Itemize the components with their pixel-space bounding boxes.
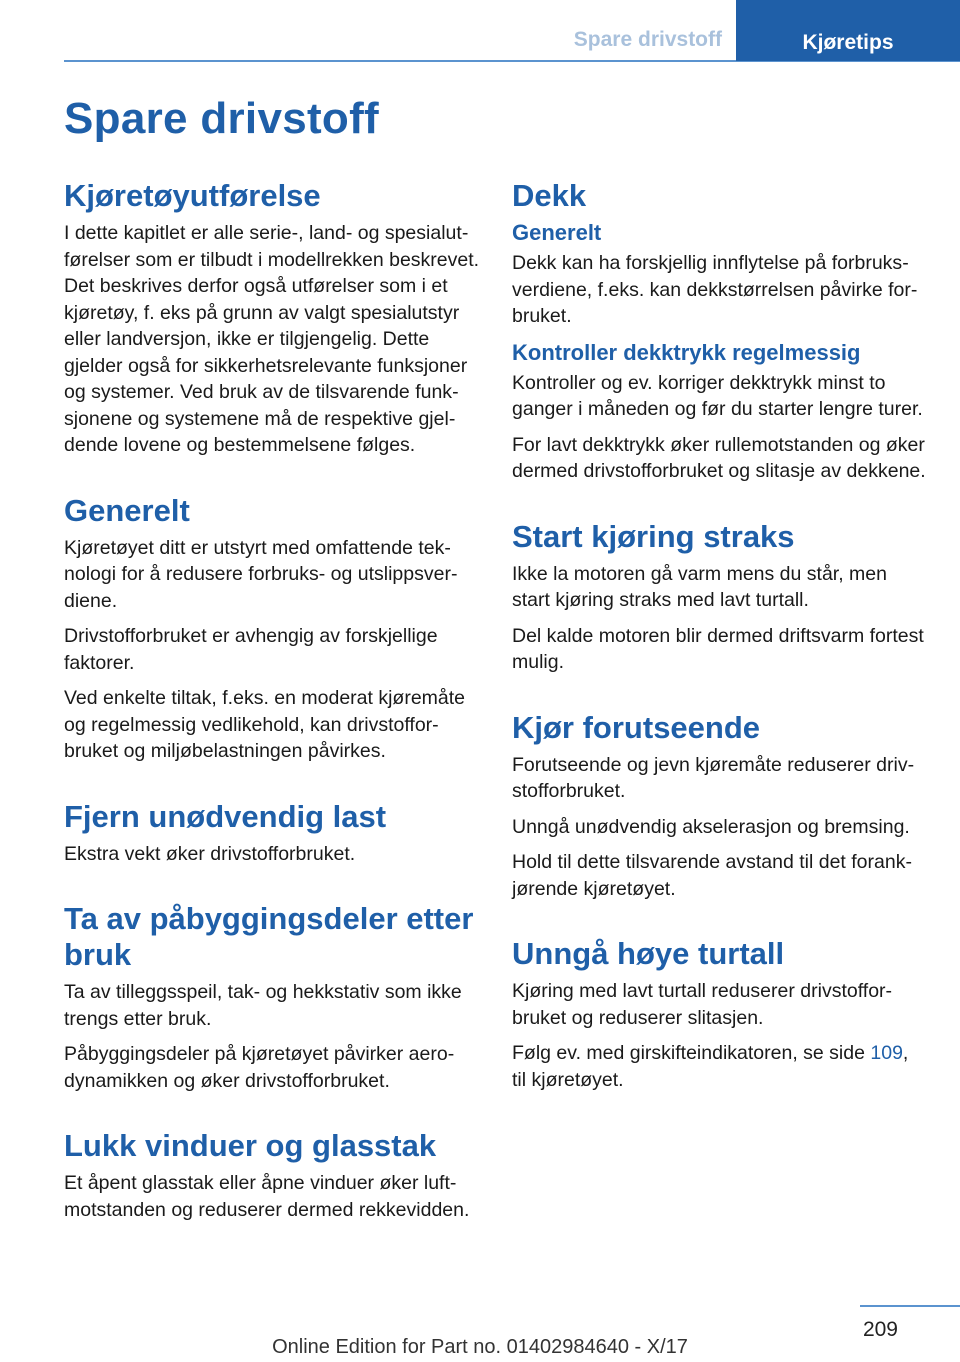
paragraph: Kjøretøyet ditt er utstyrt med omfattende teknologi for å redusere forbruks- og utslippsverdiene. xyxy=(64,536,458,612)
paragraph-text: Følg ev. med girskifteindikatoren, se side xyxy=(512,1042,871,1064)
left-column xyxy=(64,178,480,1257)
subsection-tire-pressure xyxy=(512,340,926,485)
paragraph: Ikke la motoren gå varm mens du står, men start kjøring straks med lavt turtall. xyxy=(512,562,887,611)
section-heading: Kjøretøyutførelse xyxy=(64,178,321,213)
header-chapter-tab[interactable]: Kjøretips xyxy=(736,0,960,61)
paragraph: Dekk kan ha forskjellig innflytelse på forbruksverdiene, f.eks. kan dekkstørrelsen påvirke forbruket. xyxy=(512,252,918,327)
section-tires xyxy=(512,178,926,485)
paragraph: Ekstra vekt øker drivstofforbruket. xyxy=(64,842,356,865)
paragraph-text: , til kjøretøyet. xyxy=(512,1042,909,1091)
paragraph: Kontroller og ev. korriger dekktrykk minst to ganger i måneden og før du starter lengre turer. xyxy=(512,371,923,420)
paragraph: Ved enkelte tiltak, f.eks. en moderat kjøremåte og regelmessig vedlikehold, kan drivstofforbruket og miljøbelastningen påvirkes. xyxy=(64,687,466,762)
section-general xyxy=(64,493,480,765)
section-heading: Start kjøring straks xyxy=(512,518,795,554)
paragraph: Del kalde motoren blir dermed driftsvarm fortest mulig. xyxy=(512,624,924,673)
paragraph: For lavt dekktrykk øker rullemotstanden og øker dermed drivstofforbruket og slitasje av dekkene. xyxy=(512,433,926,482)
section-heading: Lukk vinduer og glasstak xyxy=(64,1128,437,1163)
section-remove-load xyxy=(64,799,480,868)
paragraph-with-link xyxy=(512,1040,926,1093)
paragraph: Unngå unødvendig akselerasjon og bremsing. xyxy=(512,815,910,838)
paragraph: Drivstofforbruket er avhengig av forskjellige faktorer. xyxy=(64,625,438,674)
section-heading: Fjern unødvendig last xyxy=(64,798,387,834)
subsection-general xyxy=(512,220,926,330)
paragraph: I dette kapitlet er alle serie-, land- og spesialutførelser som er tilbudt i modellrekken beskrevet. Det beskrives derfor også utførelser som i et kjøretøy, f. eks på grunn av valgt spesialutstyr eller landversjon, ikke er tilgjengelig. Dette gjelder også for sikkerhetsrelevante funksjoner og systemer. Ved bruk av de tilsvarende funksjonene og systemene må de respektive gjeldende lovene og bestemmelsene følges. xyxy=(64,222,480,456)
section-remove-attachments xyxy=(64,901,480,1094)
section-vehicle-version xyxy=(64,178,480,459)
section-close-windows xyxy=(64,1128,480,1223)
paragraph: Ta av tilleggsspeil, tak- og hekkstativ som ikke trengs etter bruk. xyxy=(64,981,462,1030)
right-column xyxy=(512,178,926,1127)
subsection-heading: Kontroller dekktrykk regelmessig xyxy=(512,339,861,365)
footer-rule xyxy=(860,1305,960,1307)
page-reference-link[interactable]: 109 xyxy=(870,1042,903,1064)
section-heading: Kjør forutseende xyxy=(512,709,761,745)
subsection-heading: Generelt xyxy=(512,220,602,245)
paragraph: Et åpent glasstak eller åpne vinduer øker luftmotstanden og reduserer dermed rekkevidden. xyxy=(64,1172,470,1221)
section-heading: Unngå høye turtall xyxy=(512,936,785,971)
paragraph: Kjøring med lavt turtall reduserer drivstofforbruket og reduserer slitasjen. xyxy=(512,980,893,1029)
paragraph: Forutseende og jevn kjøremåte reduserer drivstofforbruket. xyxy=(512,753,915,802)
page-number: 209 xyxy=(862,1318,898,1341)
section-anticipate xyxy=(512,710,926,903)
section-heading: Ta av påbyggingsdeler etter bruk xyxy=(64,901,474,972)
section-start-driving xyxy=(512,519,926,676)
section-heading: Generelt xyxy=(64,492,190,528)
footer-edition: Online Edition for Part no. 01402984640 - X/17 xyxy=(272,1336,688,1358)
paragraph: Påbyggingsdeler på kjøretøyet påvirker aerodynamikken og øker drivstofforbruket. xyxy=(64,1043,455,1092)
paragraph: Hold til dette tilsvarende avstand til det forankjørende kjøretøyet. xyxy=(512,851,912,900)
page-title: Spare drivstoff xyxy=(64,94,380,143)
section-avoid-high-rpm xyxy=(512,936,926,1093)
header-section-label[interactable]: Spare drivstoff xyxy=(573,28,722,51)
section-heading: Dekk xyxy=(512,178,587,213)
